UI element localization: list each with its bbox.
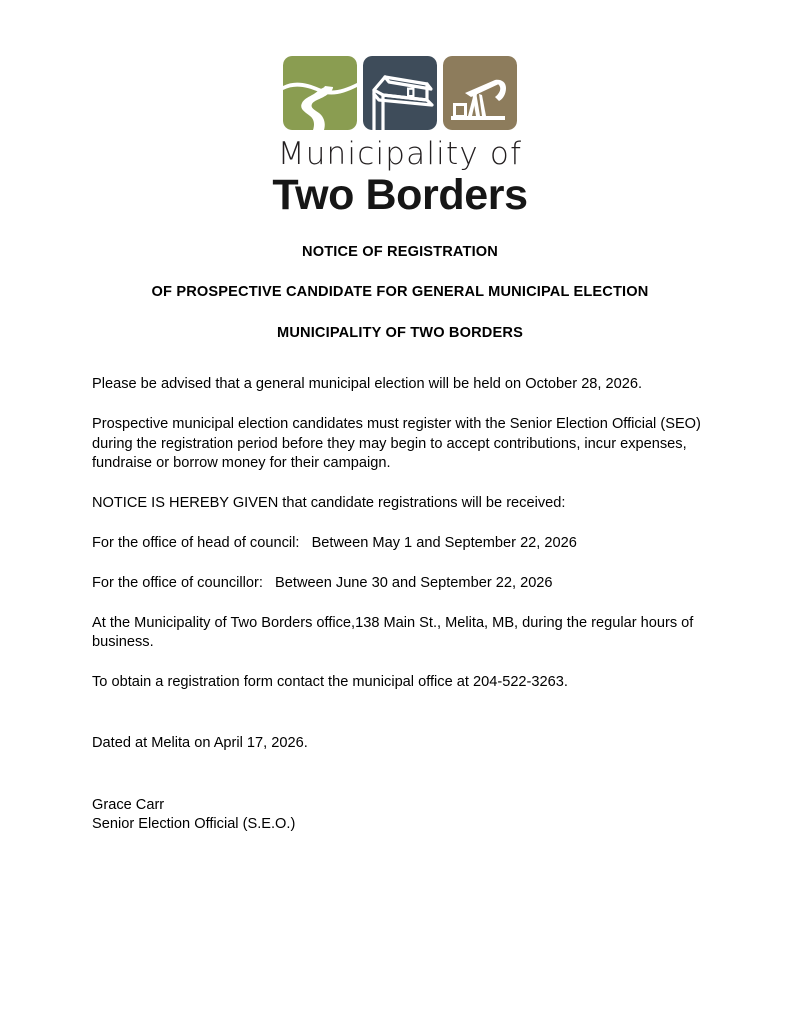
oil-pumpjack-icon bbox=[443, 56, 517, 130]
heading-prospective-candidate: OF PROSPECTIVE CANDIDATE FOR GENERAL MUNICIPAL ELECTION bbox=[151, 284, 649, 301]
document-headings bbox=[0, 244, 800, 343]
logo-wordmark-line2: Two Borders bbox=[272, 170, 528, 219]
signature-title: Senior Election Official (S.E.O.) bbox=[92, 815, 296, 832]
logo-wordmark-line1: Municipality of bbox=[277, 136, 523, 172]
paragraph-notice-given: NOTICE IS HEREBY GIVEN that candidate registrations will be received: bbox=[92, 494, 566, 511]
document-body bbox=[0, 342, 800, 833]
paragraph-election-date: Please be advised that a general municipal election will be held on October 28, 2026. bbox=[92, 376, 643, 393]
paragraph-councillor-dates: For the office of councillor: Between June 30 and September 22, 2026 bbox=[92, 575, 553, 592]
paragraph-registration-requirement: Prospective municipal election candidates must register with the Senior Election Official (SEO) during the registration period before they may begin to accept contributions, incur expenses, fundraise or borrow money for their campaign. bbox=[92, 416, 705, 471]
heading-notice-of-registration: NOTICE OF REGISTRATION bbox=[302, 243, 498, 260]
logo-wordmark bbox=[272, 137, 527, 218]
river-landscape-icon bbox=[283, 56, 357, 130]
paragraph-contact-info: To obtain a registration form contact the municipal office at 204-522-3263. bbox=[92, 674, 568, 691]
barn-building-icon bbox=[363, 56, 437, 130]
signature-block bbox=[92, 796, 706, 834]
municipality-logo bbox=[0, 0, 800, 218]
signature-name: Grace Carr bbox=[92, 796, 165, 813]
paragraph-head-of-council-dates: For the office of head of council: Between May 1 and September 22, 2026 bbox=[92, 534, 577, 551]
heading-municipality-name: MUNICIPALITY OF TWO BORDERS bbox=[277, 324, 523, 341]
logo-icon-group bbox=[283, 56, 517, 130]
paragraph-dated-at: Dated at Melita on April 17, 2026. bbox=[92, 735, 308, 752]
paragraph-office-location: At the Municipality of Two Borders office,138 Main St., Melita, MB, during the regular hours of business. bbox=[92, 615, 698, 651]
